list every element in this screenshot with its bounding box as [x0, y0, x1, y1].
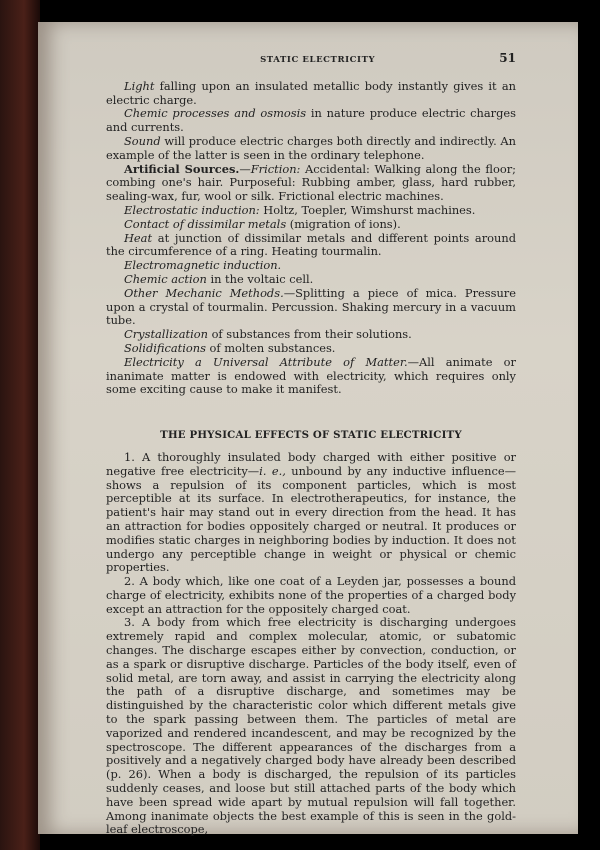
text-run: 1. A thoroughly insulated body charged with either positive or negative free electricity—: [106, 449, 516, 478]
text-run: Accidental: Walking along the floor; combing one's hair. Purposeful: Rubbing amber, glass, hard rubber, sealing-wax, fur, wool or silk. Frictional electric machines.: [106, 161, 516, 204]
text-run: of molten substances.: [205, 340, 336, 355]
text-run: Electromagnetic induction.: [124, 258, 282, 273]
running-header: [106, 52, 516, 68]
section-body: [106, 451, 516, 837]
paragraph: [106, 259, 516, 273]
paragraph: [106, 451, 516, 575]
paragraph: [106, 232, 516, 260]
page-content: [106, 52, 516, 837]
text-run: 3. A body from which free electricity is discharging undergoes extremely rapid and complex molecular, atomic, or subatomic changes. The discharge escapes either by convection, conduction, or as a spark or disruptive discharge. Particles of the body itself, even of solid metal, are torn away, and assist in carrying the electricity along the path of a disruptive discharge, and sometimes may be distinguished by the characteristic color which different metals give to the spark passing between them. The particles of metal are vaporized and rendered incandescent, and may be recognized by the spectroscope. The different appearances of the discharges from a positively and a negatively charged body have already been described (p. 26). When a body is discharged, the repulsion of its particles suddenly ceases, and loose but still attached parts of the body which have been spread wide apart by mutual repulsion will fall together. Among inanimate objects the best example of this is seen in the gold-leaf electroscope,: [106, 615, 516, 837]
text-run: will produce electric charges both directly and indirectly. An example of the latter is seen in the ordinary telephone.: [106, 133, 516, 162]
text-run: falling upon an insulated metallic body instantly gives it an electric charge.: [106, 78, 516, 107]
source-list: [106, 80, 516, 397]
paragraph: [106, 204, 516, 218]
text-run: in the voltaic cell.: [206, 271, 314, 286]
paragraph: [106, 616, 516, 837]
text-run: Heat: [124, 230, 153, 245]
paragraph: [106, 328, 516, 342]
paragraph: [106, 135, 516, 163]
text-run: Contact of dissimilar metals: [124, 216, 287, 231]
paragraph: [106, 356, 516, 397]
running-title: STATIC ELECTRICITY: [260, 55, 376, 65]
text-run: Holtz, Toepler, Wimshurst machines.: [259, 202, 476, 217]
paragraph: [106, 287, 516, 328]
text-run: Chemic processes and osmosis: [124, 106, 307, 121]
paragraph: [106, 80, 516, 108]
text-run: Electrostatic induction:: [124, 202, 260, 217]
paragraph: [106, 218, 516, 232]
paragraph: [106, 163, 516, 204]
text-run: Solidifications: [124, 340, 206, 355]
text-run: —All animate or inanimate matter is endowed with electricity, which requires only some exciting cause to make it manifest.: [106, 354, 516, 397]
text-run: of substances from their solutions.: [207, 327, 412, 342]
text-run: Crystallization: [124, 327, 208, 342]
section-heading: THE PHYSICAL EFFECTS OF STATIC ELECTRICITY: [160, 429, 462, 442]
text-run: Friction:: [250, 161, 301, 176]
text-run: Other Mechanic Methods.: [124, 285, 284, 300]
text-run: —Splitting a piece of mica. Pressure upon a crystal of tourmalin. Percussion. Shaking mercury in a vacuum tube.: [106, 285, 516, 328]
paragraph: [106, 342, 516, 356]
text-run: i. e.,: [259, 463, 286, 478]
text-run: Sound: [124, 133, 161, 148]
text-run: Artificial Sources.: [124, 161, 240, 176]
text-run: Electricity a Universal Attribute of Matter.: [124, 354, 408, 369]
text-run: at junction of dissimilar metals and different points around the circumference of a ring. Heating tourmalin.: [106, 230, 516, 259]
book-page: [38, 22, 578, 837]
page-number: 51: [499, 51, 516, 65]
paragraph: [106, 273, 516, 287]
text-run: (migration of ions).: [286, 216, 401, 231]
text-run: 2. A body which, like one coat of a Leyden jar, possesses a bound charge of electricity, exhibits none of the properties of a charged body except an attraction for the oppositely charged coat.: [106, 574, 516, 616]
text-run: Light: [124, 78, 155, 93]
text-run: in nature produce electric charges and currents.: [106, 106, 516, 135]
text-run: —: [239, 161, 251, 176]
book-binding: [0, 0, 40, 850]
text-run: unbound by any inductive influence—shows a repulsion of its component particles, which is most perceptible at its surface. In electrotherapeutics, for instance, the patient's hair may stand out in every direction from the head. It has an attraction for bodies oppositely charged or neutral. It produces or modifies static charges in neighboring bodies by induction. It does not undergo any perceptible change in weight or physical or chemic properties.: [106, 463, 516, 575]
paragraph: [106, 575, 516, 616]
paragraph: [106, 107, 516, 135]
text-run: Chemic action: [124, 271, 207, 286]
